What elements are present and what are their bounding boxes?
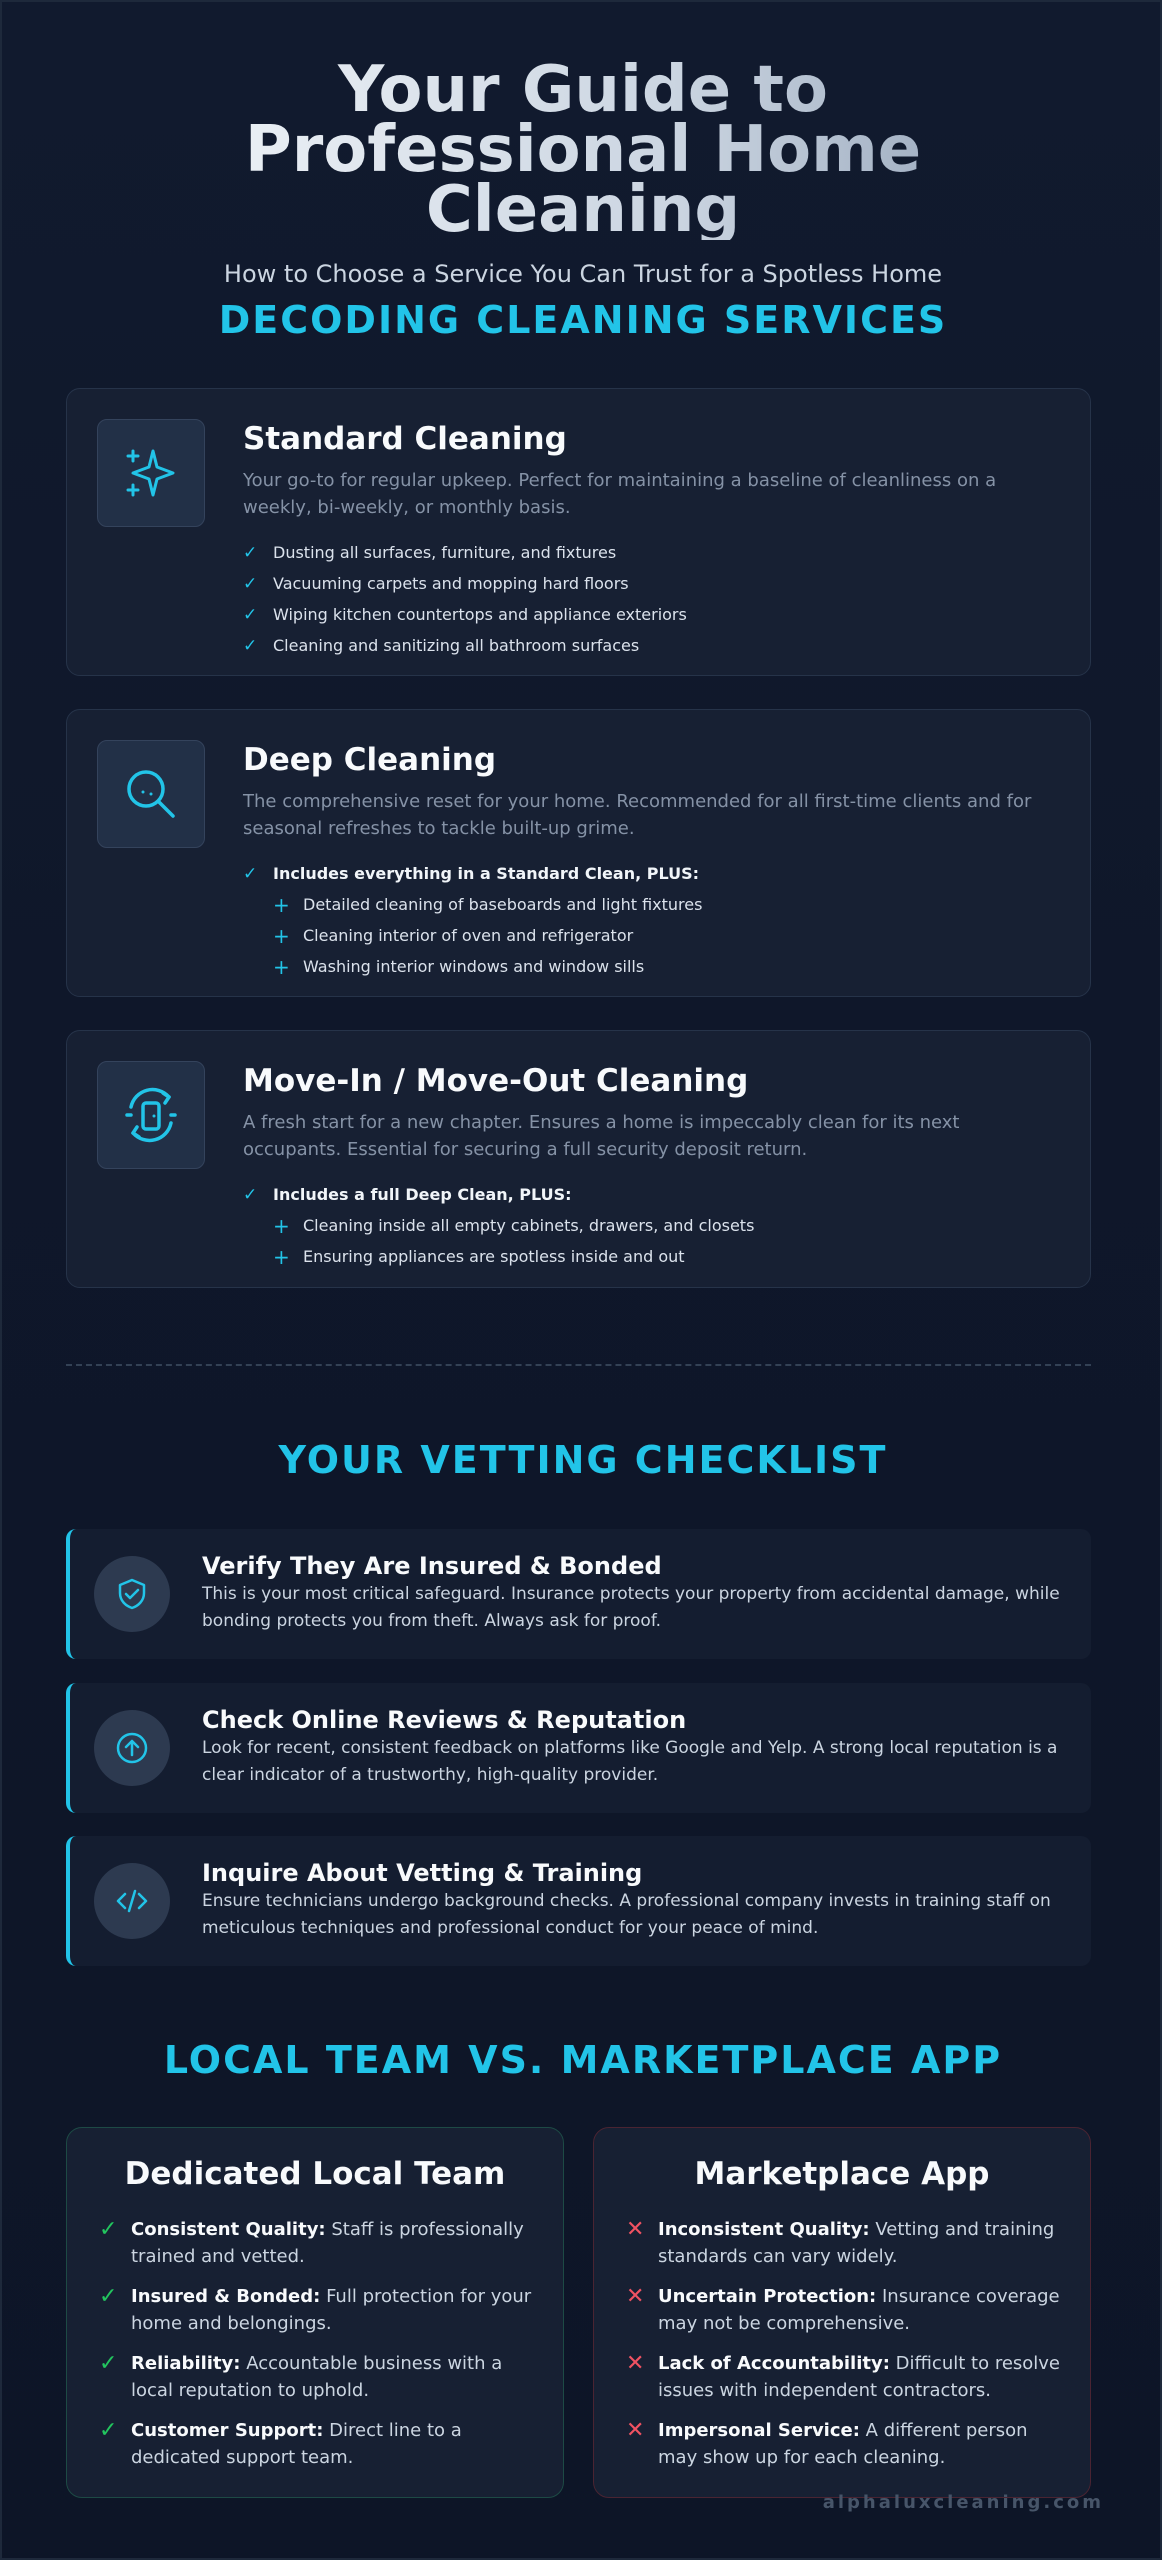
list-item: ✓ Wiping kitchen countertops and appliance exteriors <box>243 604 687 625</box>
check-icon: ✓ <box>99 2217 118 2242</box>
checklist-title: Inquire About Vetting & Training <box>202 1859 643 1887</box>
list-item: ✓ Dusting all surfaces, furniture, and fixtures <box>243 542 617 563</box>
list-item: + Ensuring appliances are spotless inside and out <box>273 1244 685 1269</box>
service-name: Deep Cleaning <box>243 742 497 778</box>
check-icon: ✓ <box>243 635 258 656</box>
service-card-standard <box>66 388 1091 676</box>
list-item: ✓ Customer Support: Direct line to a dedicated support team. <box>99 2417 539 2471</box>
list-item: ✕ Uncertain Protection: Insurance coverage may not be comprehensive. <box>626 2283 1066 2337</box>
list-item: ✓ Insured & Bonded: Full protection for your home and belongings. <box>99 2283 539 2337</box>
checklist-title: Check Online Reviews & Reputation <box>202 1706 687 1734</box>
page-subtitle: How to Choose a Service You Can Trust for a Spotless Home <box>223 260 943 288</box>
page-header <box>2 53 1162 288</box>
cross-icon: ✕ <box>626 2284 645 2309</box>
checklist-card-training <box>66 1836 1091 1966</box>
comparison-list <box>99 2216 539 2484</box>
comparison-list <box>626 2216 1066 2484</box>
page-title: Your Guide to Professional Home Cleaning <box>133 60 1033 240</box>
code-brackets-icon <box>94 1863 170 1939</box>
plus-icon: + <box>273 1244 290 1269</box>
list-item: ✕ Inconsistent Quality: Vetting and training standards can vary widely. <box>626 2216 1066 2270</box>
check-icon: ✓ <box>243 863 258 884</box>
section-divider <box>66 1364 1091 1366</box>
shield-check-icon <box>94 1556 170 1632</box>
checklist-description: Ensure technicians undergo background checks. A professional company invests in training staff on meticulous techniques and professional conduct for your peace of mind. <box>202 1891 1051 1938</box>
service-card-move <box>66 1030 1091 1288</box>
checklist-card-reviews <box>66 1683 1091 1813</box>
list-item: ✓ Consistent Quality: Staff is professionally trained and vetted. <box>99 2216 539 2270</box>
cross-icon: ✕ <box>626 2351 645 2376</box>
service-feature-list <box>243 1179 1063 1272</box>
check-icon: ✓ <box>243 573 258 594</box>
sparkles-icon <box>97 419 205 527</box>
arrow-up-circle-icon <box>94 1710 170 1786</box>
list-item: + Cleaning interior of oven and refrigerator <box>273 923 634 948</box>
magnifier-icon <box>97 740 205 848</box>
service-description: Your go-to for regular upkeep. Perfect for maintaining a baseline of cleanliness on a weekly, bi-weekly, or monthly basis. <box>243 470 997 518</box>
service-description: A fresh start for a new chapter. Ensures a home is impeccably clean for its next occupants. Essential for securing a full security deposit return. <box>243 1112 960 1160</box>
check-icon: ✓ <box>243 542 258 563</box>
plus-icon: + <box>273 954 290 979</box>
service-feature-list <box>243 858 1063 982</box>
list-item: + Detailed cleaning of baseboards and light fixtures <box>273 892 703 917</box>
checklist-section-title: YOUR VETTING CHECKLIST <box>278 1438 888 1482</box>
service-name: Move-In / Move-Out Cleaning <box>243 1063 749 1099</box>
plus-icon: + <box>273 892 290 917</box>
comparison-title: Dedicated Local Team <box>124 2156 506 2192</box>
service-feature-list <box>243 537 1063 661</box>
check-icon: ✓ <box>99 2351 118 2376</box>
service-card-deep <box>66 709 1091 997</box>
list-item: + Cleaning inside all empty cabinets, drawers, and closets <box>273 1213 755 1238</box>
service-name: Standard Cleaning <box>243 421 567 457</box>
check-icon: ✓ <box>99 2284 118 2309</box>
list-item: + Washing interior windows and window sills <box>273 954 645 979</box>
services-section-title: DECODING CLEANING SERVICES <box>218 298 948 342</box>
list-item: ✓ Vacuuming carpets and mopping hard floors <box>243 573 629 594</box>
list-item: ✓ Includes a full Deep Clean, PLUS: <box>243 1184 572 1205</box>
comparison-card-app <box>593 2127 1091 2498</box>
cross-icon: ✕ <box>626 2217 645 2242</box>
moving-door-icon <box>97 1061 205 1169</box>
check-icon: ✓ <box>99 2418 118 2443</box>
comparison-section-title: LOCAL TEAM VS. MARKETPLACE APP <box>163 2038 1003 2082</box>
list-item: ✓ Includes everything in a Standard Clean, PLUS: <box>243 863 700 884</box>
checklist-description: Look for recent, consistent feedback on platforms like Google and Yelp. A strong local reputation is a clear indicator of a trustworthy, high-quality provider. <box>202 1738 1058 1785</box>
comparison-title: Marketplace App <box>694 2156 990 2192</box>
list-item: ✕ Lack of Accountability: Difficult to resolve issues with independent contractors. <box>626 2350 1066 2404</box>
footer-site-link[interactable]: alphaluxcleaning.com <box>822 2492 1104 2513</box>
check-icon: ✓ <box>243 604 258 625</box>
comparison-card-local <box>66 2127 564 2498</box>
checklist-card-insured <box>66 1529 1091 1659</box>
list-item: ✓ Reliability: Accountable business with a local reputation to uphold. <box>99 2350 539 2404</box>
checklist-description: This is your most critical safeguard. Insurance protects your property from accidental damage, while bonding protects you from theft. Always ask for proof. <box>202 1584 1060 1631</box>
cross-icon: ✕ <box>626 2418 645 2443</box>
plus-icon: + <box>273 1213 290 1238</box>
service-description: The comprehensive reset for your home. Recommended for all first-time clients and for seasonal refreshes to tackle built-up grime. <box>243 791 1032 839</box>
checklist-title: Verify They Are Insured & Bonded <box>202 1552 662 1580</box>
list-item: ✕ Impersonal Service: A different person may show up for each cleaning. <box>626 2417 1066 2471</box>
list-item: ✓ Cleaning and sanitizing all bathroom surfaces <box>243 635 640 656</box>
check-icon: ✓ <box>243 1184 258 1205</box>
plus-icon: + <box>273 923 290 948</box>
